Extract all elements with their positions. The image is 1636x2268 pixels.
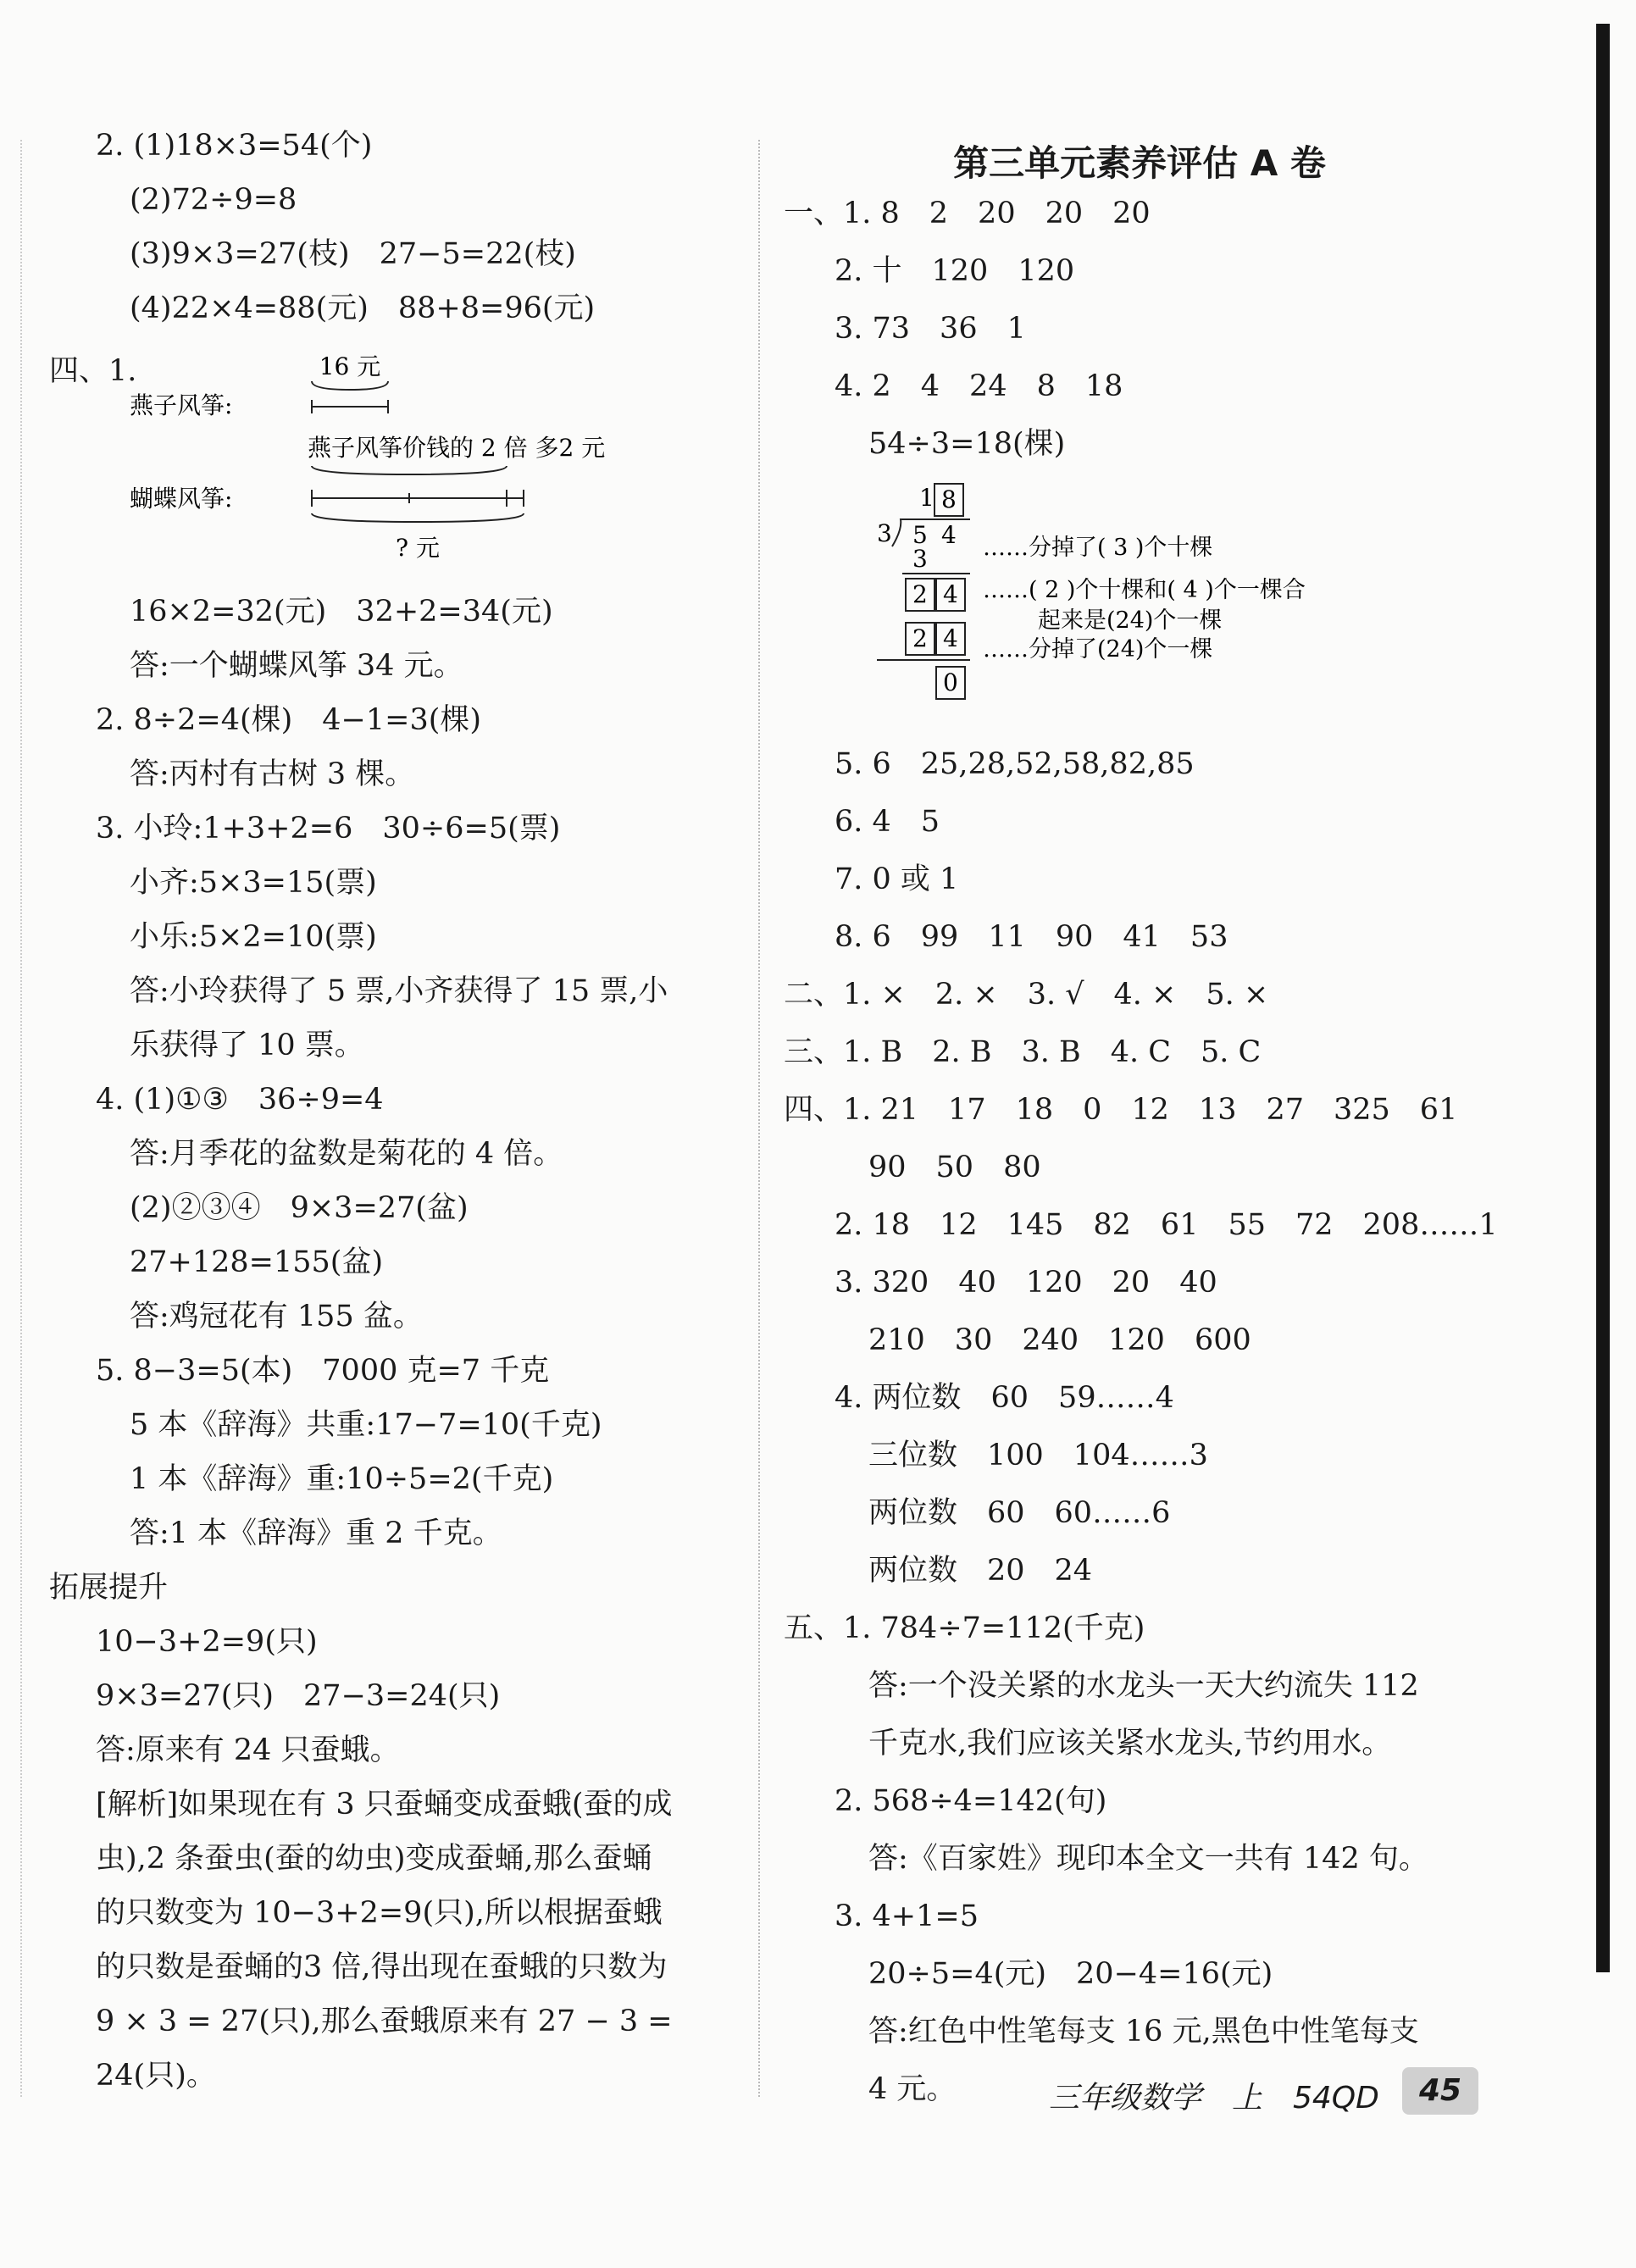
- right-answer-line: 两位数 60 60……6: [868, 1496, 1171, 1530]
- right-answer-line: 3. 320 40 120 20 40: [835, 1266, 1217, 1300]
- division-note-1: ……分掉了( 3 )个十棵: [983, 535, 1213, 561]
- page-number: 45: [1402, 2067, 1478, 2115]
- left-answer-line: 10−3+2=9(只): [96, 1625, 318, 1659]
- right-answer-line: 6. 4 5: [835, 805, 940, 839]
- right-answer-line: 2. 十 120 120: [835, 254, 1075, 288]
- division-note-2: ……( 2 )个十棵和( 4 )个一棵合: [983, 577, 1306, 603]
- right-answer-line: 20÷5=4(元) 20−4=16(元): [868, 1957, 1273, 1991]
- left-answer-line: (4)22×4=88(元) 88+8=96(元): [130, 291, 596, 325]
- left-answer-line: 答:鸡冠花有 155 盆。: [130, 1300, 423, 1334]
- right-answer-line: 4 元。: [868, 2072, 957, 2106]
- left-answer-line: 1 本《辞海》重:10÷5=2(千克): [130, 1462, 554, 1496]
- right-answer-line: 五、1. 784÷7=112(千克): [784, 1611, 1145, 1645]
- right-answer-line: 3. 73 36 1: [835, 312, 1026, 346]
- left-answer-line: 的只数是蚕蛹的3 倍,得出现在蚕蛾的只数为: [96, 1950, 668, 1984]
- left-margin-dots: [20, 140, 22, 2097]
- left-answer-line: 24(只)。: [96, 2059, 216, 2093]
- quotient-tens: 1: [919, 484, 934, 512]
- left-answer-line: 答:小玲获得了 5 票,小齐获得了 15 票,小: [130, 974, 668, 1008]
- final-remainder: 0: [943, 668, 958, 696]
- diagram-top-label: 16 元: [319, 352, 381, 380]
- left-answer-line: (3)9×3=27(枝) 27−5=22(枝): [130, 237, 576, 271]
- long-division-diagram: [877, 479, 1385, 724]
- left-answer-line: 乐获得了 10 票。: [130, 1029, 364, 1062]
- right-answer-line: 两位数 20 24: [868, 1554, 1093, 1588]
- right-answer-line: 答:《百家姓》现印本全文一共有 142 句。: [868, 1842, 1428, 1876]
- left-answer-line: 的只数变为 10−3+2=9(只),所以根据蚕蛾: [96, 1896, 663, 1930]
- divisor: 3: [877, 519, 892, 547]
- right-answer-line: 三位数 100 104……3: [868, 1439, 1208, 1472]
- column-divider: [758, 140, 760, 2097]
- diagram-swallow-label: 燕子风筝:: [130, 391, 233, 419]
- right-answer-line: 54÷3=18(棵): [868, 427, 1066, 461]
- right-answer-line: 2. 18 12 145 82 61 55 72 208……1: [835, 1208, 1498, 1242]
- section-title: 第三单元素养评估 A 卷: [953, 142, 1326, 184]
- subtract-2-tens: 2: [912, 624, 928, 652]
- subtract-1: 3: [912, 545, 928, 573]
- left-answer-line: 3. 小玲:1+3+2=6 30÷6=5(票): [96, 812, 561, 846]
- right-answer-line: 四、1. 21 17 18 0 12 13 27 325 61: [784, 1093, 1458, 1127]
- left-answer-line: 9 × 3 = 27(只),那么蚕蛾原来有 27 − 3 =: [96, 2005, 673, 2038]
- left-answer-line: 16×2=32(元) 32+2=34(元): [130, 595, 553, 629]
- right-answer-line: 4. 2 4 24 8 18: [835, 369, 1123, 403]
- left-answer-line: 小齐:5×3=15(票): [130, 866, 377, 900]
- left-answer-line: 27+128=155(盆): [130, 1245, 384, 1279]
- remainder-tens: 2: [912, 580, 928, 608]
- right-answer-line: 90 50 80: [868, 1151, 1041, 1184]
- right-answer-line: 2. 568÷4=142(句): [835, 1784, 1107, 1818]
- left-answer-line: 4. (1)①③ 36÷9=4: [96, 1083, 384, 1117]
- right-answer-line: 3. 4+1=5: [835, 1899, 979, 1933]
- left-answer-line: 虫),2 条蚕虫(蚕的幼虫)变成蚕蛹,那么蚕蛹: [96, 1842, 652, 1876]
- dividend-tens: 5: [912, 521, 928, 549]
- right-answer-line: 4. 两位数 60 59……4: [835, 1381, 1174, 1415]
- left-answer-line: 答:1 本《辞海》重 2 千克。: [130, 1517, 502, 1550]
- left-answer-line: 5. 8−3=5(本) 7000 克=7 千克: [96, 1354, 550, 1388]
- left-answer-line: (2)②③④ 9×3=27(盆): [130, 1191, 469, 1225]
- kite-diagram: [130, 347, 638, 568]
- subtract-2-ones: 4: [943, 624, 958, 652]
- right-answer-line: 答:一个没关紧的水龙头一天大约流失 112: [868, 1669, 1419, 1703]
- left-answer-line: 答:一个蝴蝶风筝 34 元。: [130, 649, 463, 683]
- quotient-ones: 8: [941, 485, 957, 513]
- right-answer-line: 8. 6 99 11 90 41 53: [835, 920, 1228, 954]
- left-answer-line: [解析]如果现在有 3 只蚕蛹变成蚕蛾(蚕的成: [96, 1788, 673, 1822]
- left-answer-line: 2. (1)18×3=54(个): [96, 129, 373, 163]
- left-answer-line: (2)72÷9=8: [130, 183, 297, 217]
- right-answer-line: 5. 6 25,28,52,58,82,85: [835, 747, 1195, 781]
- right-answer-line: 千克水,我们应该关紧水龙头,节约用水。: [868, 1727, 1392, 1761]
- right-answer-line: 210 30 240 120 600: [868, 1323, 1251, 1357]
- right-answer-line: 7. 0 或 1: [835, 862, 959, 896]
- left-answer-line: 拓展提升: [49, 1571, 169, 1605]
- page-edge-bar: [1596, 24, 1610, 1972]
- left-answer-line: 四、1.: [49, 354, 137, 388]
- remainder-ones: 4: [943, 580, 958, 608]
- diagram-question: ? 元: [396, 534, 440, 562]
- right-answer-line: 一、1. 8 2 20 20 20: [784, 197, 1151, 230]
- left-answer-line: 2. 8÷2=4(棵) 4−1=3(棵): [96, 703, 482, 737]
- diagram-butterfly-label: 蝴蝶风筝:: [130, 485, 233, 513]
- diagram-note: 燕子风筝价钱的 2 倍 多2 元: [308, 434, 606, 462]
- division-note-4: ……分掉了(24)个一棵: [983, 636, 1213, 663]
- dividend-ones: 4: [941, 521, 957, 549]
- left-answer-line: 答:丙村有古树 3 棵。: [130, 757, 415, 791]
- left-answer-line: 9×3=27(只) 27−3=24(只): [96, 1679, 501, 1713]
- left-answer-line: 答:原来有 24 只蚕蛾。: [96, 1733, 400, 1767]
- left-answer-line: 5 本《辞海》共重:17−7=10(千克): [130, 1408, 602, 1442]
- right-answer-line: 三、1. B 2. B 3. B 4. C 5. C: [784, 1035, 1262, 1069]
- left-answer-line: 答:月季花的盆数是菊花的 4 倍。: [130, 1137, 563, 1171]
- footer-grade-label: 三年级数学 上 54QD: [1049, 2081, 1379, 2116]
- right-answer-line: 答:红色中性笔每支 16 元,黑色中性笔每支: [868, 2015, 1419, 2049]
- left-answer-line: 小乐:5×2=10(票): [130, 920, 377, 954]
- division-note-3: 起来是(24)个一棵: [1038, 607, 1223, 634]
- right-answer-line: 二、1. × 2. × 3. √ 4. × 5. ×: [784, 978, 1269, 1012]
